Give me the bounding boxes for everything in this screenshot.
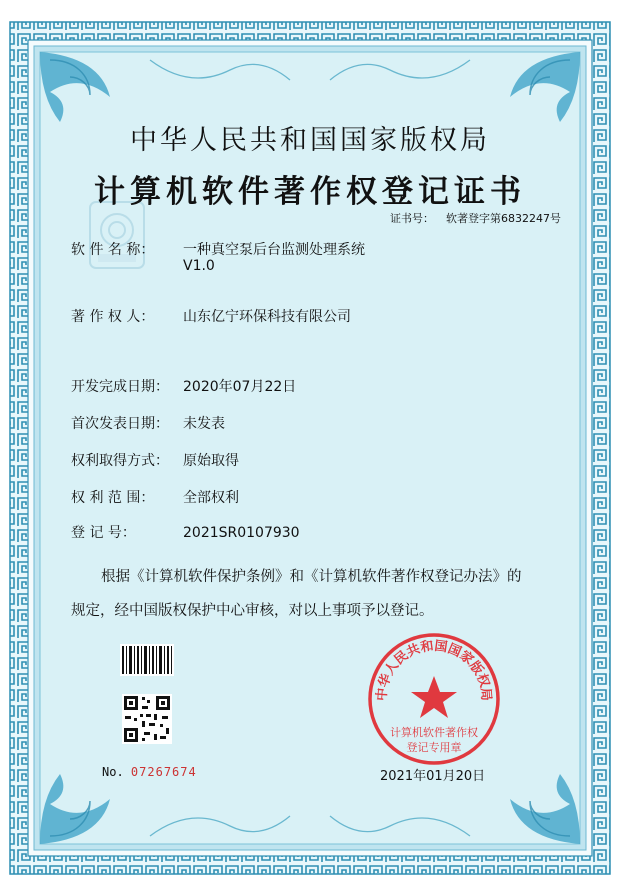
serial-number <box>102 765 197 779</box>
issue-date: 2021年01月20日 <box>380 769 486 784</box>
certificate-title: 计算机软件著作权登记证书 <box>94 174 526 210</box>
field-value: 山东亿宁环保科技有限公司 <box>183 309 351 325</box>
field-acquisition-method <box>71 450 239 470</box>
field-value: 原始取得 <box>183 453 239 469</box>
certificate-number-value: 软著登字第6832247号 <box>446 212 561 225</box>
authority-title: 中华人民共和国国家版权局 <box>130 125 490 156</box>
statement-line-2: 规定，经中国版权保护中心审核，对以上事项予以登记。 <box>71 603 434 619</box>
statement-line-1: 根据《计算机软件保护条例》和《计算机软件著作权登记办法》的 <box>101 569 522 585</box>
serial-prefix: No. <box>102 765 124 779</box>
field-label: 权 利 范 围： <box>71 490 155 506</box>
serial-value: 07267674 <box>130 765 197 779</box>
field-label: 登 记 号： <box>71 525 136 541</box>
field-label: 开发完成日期： <box>71 379 169 395</box>
field-registration-number <box>71 522 300 542</box>
field-value: 2021SR0107930 <box>183 525 300 541</box>
field-completion-date <box>71 376 296 396</box>
field-copyright-owner <box>71 306 351 326</box>
field-value: 全部权利 <box>183 490 239 506</box>
seal-center-line-2: 登记专用章 <box>406 741 462 754</box>
field-rights-scope <box>71 487 239 507</box>
field-label: 软 件 名 称： <box>71 242 155 258</box>
field-label: 著 作 权 人： <box>71 309 155 325</box>
seal-ring-text: 中华人民共和国国家版权局 <box>374 638 494 702</box>
official-seal <box>365 630 503 768</box>
barcode-icon <box>120 644 174 676</box>
field-value: 一种真空泵后台监测处理系统 <box>183 242 365 258</box>
software-version: V1.0 <box>183 258 215 274</box>
field-label: 首次发表日期： <box>71 416 169 432</box>
certificate-number-label: 证书号： <box>390 212 434 225</box>
certificate-number <box>390 210 573 226</box>
field-publication-date <box>71 413 225 433</box>
seal-center-line-1: 计算机软件著作权 <box>390 726 478 739</box>
field-label: 权利取得方式： <box>71 453 169 469</box>
qr-code-icon <box>122 694 172 744</box>
statement <box>71 560 551 628</box>
field-software-name <box>71 239 365 259</box>
field-value: 2020年07月22日 <box>183 379 297 395</box>
field-value: 未发表 <box>183 416 225 432</box>
